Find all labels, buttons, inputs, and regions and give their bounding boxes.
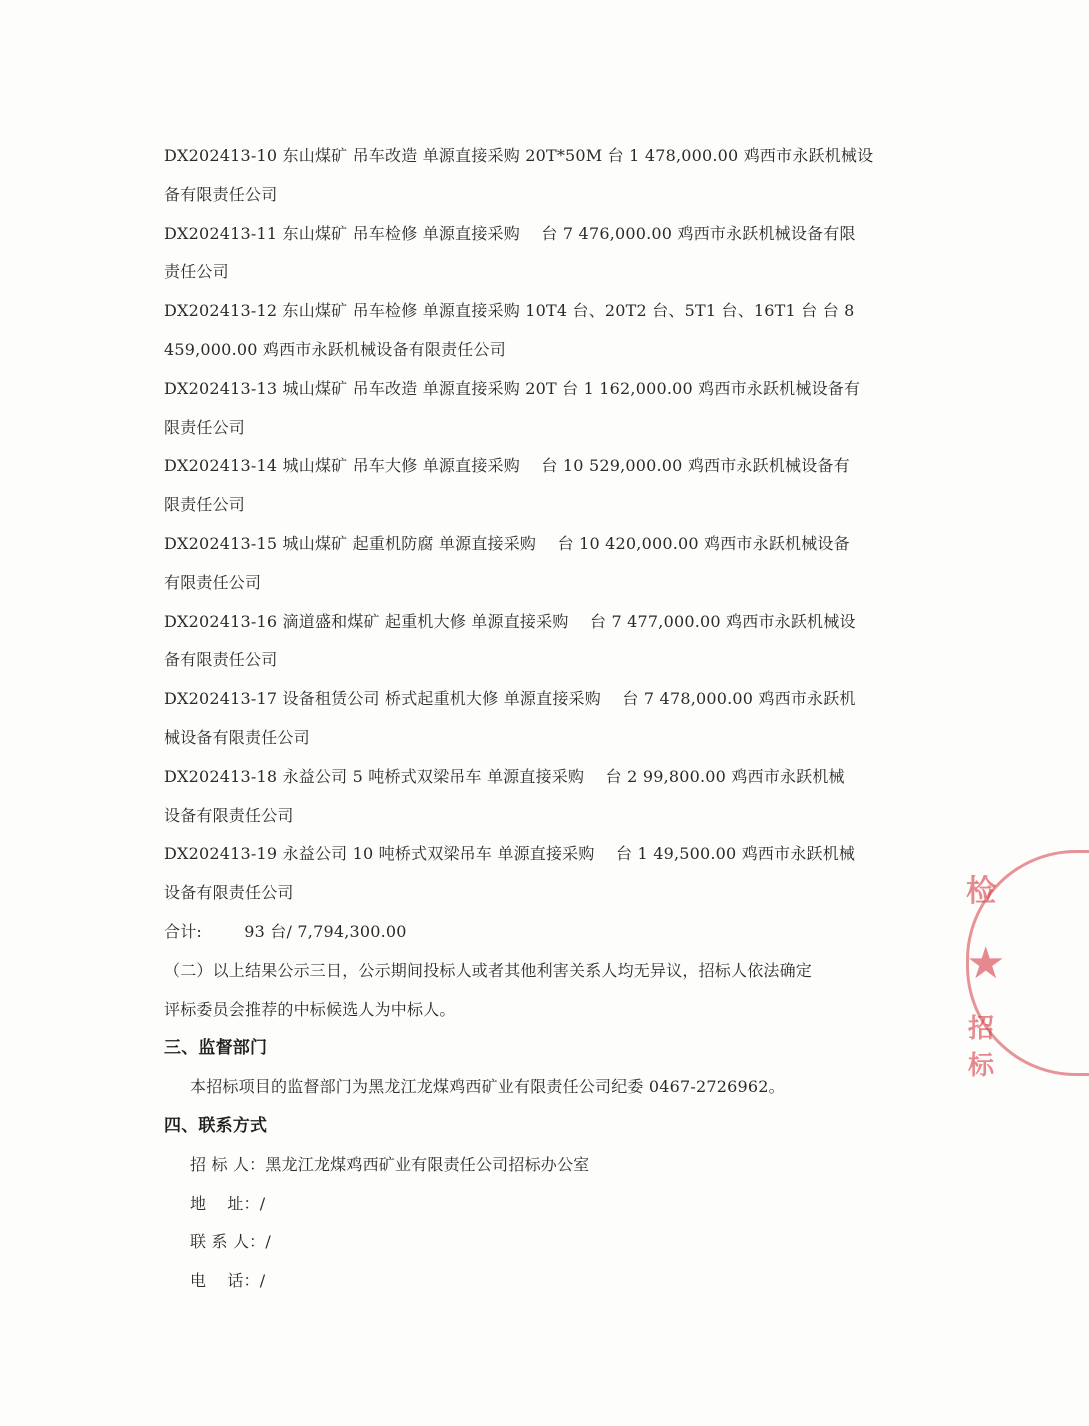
item-line-2: 备有限责任公司 (164, 650, 278, 670)
item-line-1: DX202413-12 东山煤矿 吊车检修 单源直接采购 10T4 台、20T2 台、5T1 台、16T1 台 台 8 (164, 301, 855, 321)
item-line-1: DX202413-11 东山煤矿 吊车检修 单源直接采购 台 7 476,000.00 鸡西市永跃机械设备有限 (164, 223, 856, 243)
item-line-2: 械设备有限责任公司 (164, 727, 310, 747)
item-line-1: DX202413-18 永益公司 5 吨桥式双梁吊车 单源直接采购 台 2 99,800.00 鸡西市永跃机械 (164, 766, 845, 786)
seal-text-top: 检 (966, 874, 996, 909)
item-line-1: DX202413-15 城山煤矿 起重机防腐 单源直接采购 台 10 420,000.00 鸡西市永跃机械设备 (164, 533, 850, 553)
result-paragraph (164, 952, 864, 1030)
item-line-2: 责任公司 (164, 262, 229, 282)
item-line-2: 限责任公司 (164, 495, 246, 515)
list-item (164, 292, 864, 370)
contact-person: 联 系 人：/ (190, 1232, 271, 1252)
item-line-2: 设备有限责任公司 (164, 883, 294, 903)
item-line-1: DX202413-19 永益公司 10 吨桥式双梁吊车 单源直接采购 台 1 49,500.00 鸡西市永跃机械 (164, 844, 856, 864)
seal-text-bottom: 招标 (968, 1014, 995, 1081)
item-line-2: 限责任公司 (164, 417, 246, 437)
list-item (164, 835, 864, 913)
item-list (164, 137, 874, 913)
item-line-1: DX202413-16 滴道盛和煤矿 起重机大修 单源直接采购 台 7 477,000.00 鸡西市永跃机械设 (164, 611, 856, 631)
item-line-2: 459,000.00 鸡西市永跃机械设备有限责任公司 (164, 339, 506, 359)
star-icon: ★ (966, 938, 1006, 989)
list-item (164, 758, 864, 836)
result-paragraph-line-2: 评标委员会推荐的中标候选人为中标人。 (164, 999, 456, 1019)
list-item (164, 215, 864, 293)
item-line-1: DX202413-14 城山煤矿 吊车大修 单源直接采购 台 10 529,000.00 鸡西市永跃机械设备有 (164, 456, 850, 476)
result-paragraph-line-1: （二）以上结果公示三日，公示期间投标人或者其他利害关系人均无异议，招标人依法确定 (164, 960, 813, 980)
list-item (164, 447, 864, 525)
list-item (164, 603, 864, 681)
supervision-text: 本招标项目的监督部门为黑龙江龙煤鸡西矿业有限责任公司纪委 0467-2726962。 (190, 1077, 785, 1097)
list-item (164, 137, 874, 215)
section-heading-supervision: 三、监督部门 (164, 1038, 268, 1059)
item-line-2: 设备有限责任公司 (164, 805, 294, 825)
item-line-2: 备有限责任公司 (164, 184, 278, 204)
item-line-1: DX202413-17 设备租赁公司 桥式起重机大修 单源直接采购 台 7 478,000.00 鸡西市永跃机 (164, 689, 856, 709)
item-line-2: 有限责任公司 (164, 572, 262, 592)
item-line-1: DX202413-10 东山煤矿 吊车改造 单源直接采购 20T*50M 台 1 478,000.00 鸡西市永跃机械设 (164, 146, 874, 165)
contact-tenderer: 招 标 人：黑龙江龙煤鸡西矿业有限责任公司招标办公室 (190, 1154, 590, 1174)
contact-address: 地 址：/ (190, 1193, 266, 1213)
section-heading-contact: 四、联系方式 (164, 1115, 268, 1136)
document-body (164, 137, 874, 1301)
official-seal (960, 850, 1006, 1081)
list-item (164, 525, 864, 603)
total-line: 合计: 93 台/ 7,794,300.00 (164, 921, 407, 941)
contact-phone: 电 话：/ (190, 1271, 266, 1291)
list-item (164, 680, 864, 758)
item-line-1: DX202413-13 城山煤矿 吊车改造 单源直接采购 20T 台 1 162,000.00 鸡西市永跃机械设备有 (164, 378, 861, 398)
list-item (164, 370, 864, 448)
